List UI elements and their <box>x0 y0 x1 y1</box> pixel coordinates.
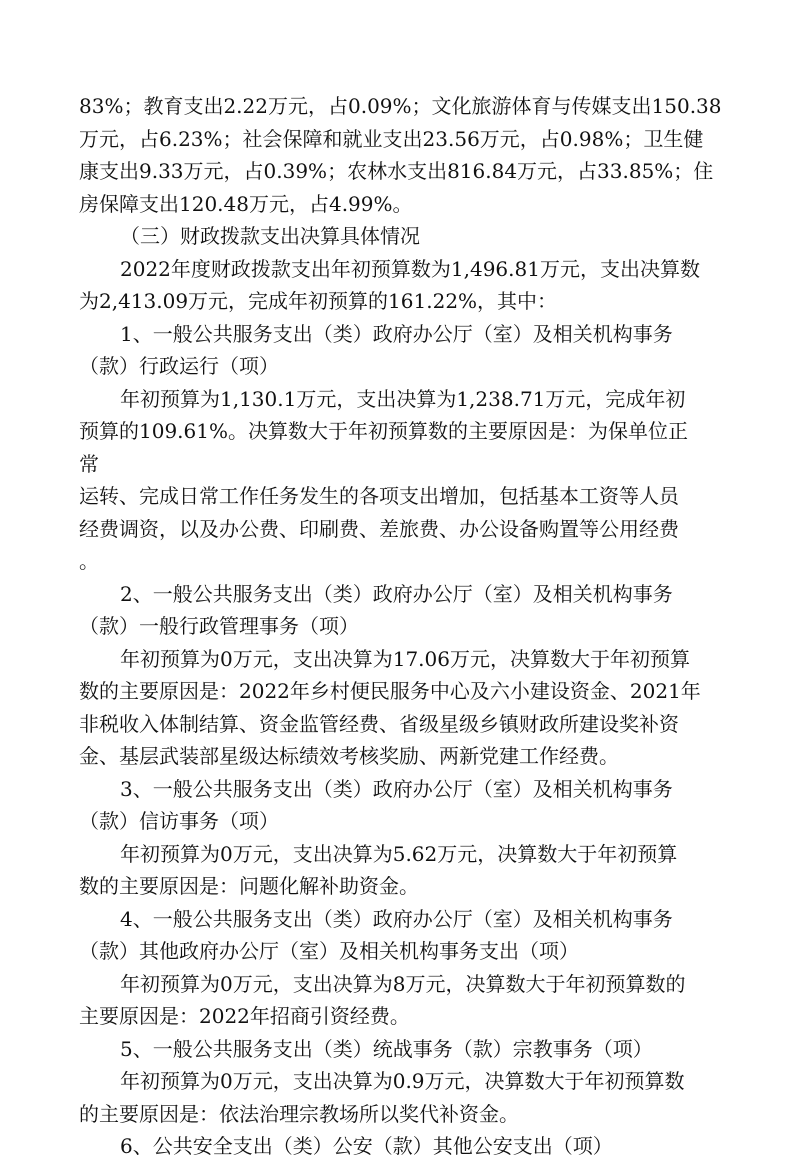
text-line: 经费调资，以及办公费、印刷费、差旅费、办公设备购置等公用经费 <box>79 516 679 541</box>
text-line: 5、一般公共服务支出（类）统战事务（款）宗教事务（项） <box>120 1036 653 1061</box>
text-line: 运转、完成日常工作任务发生的各项支出增加，包括基本工资等人员 <box>79 484 679 508</box>
text-line: 年初预算为0万元，支出决算为5.62万元，决算数大于年初预算 <box>120 841 678 866</box>
text-line: 预算的109.61%。决算数大于年初预算数的主要原因是：为保单位正 <box>79 419 688 443</box>
text-line: 6、公共安全支出（类）公安（款）其他公安支出（项） <box>120 1134 613 1158</box>
text-line: 万元，占6.23%；社会保障和就业支出23.56万元，占0.98%；卫生健 <box>79 126 704 151</box>
text-line: （三）财政拨款支出决算具体情况 <box>120 224 420 248</box>
text-line: 房保障支出120.48万元，占4.99%。 <box>79 191 413 216</box>
text-line: （款）其他政府办公厅（室）及相关机构事务支出（项） <box>79 939 579 963</box>
text-line: 年初预算为1,130.1万元，支出决算为1,238.71万元，完成年初 <box>120 386 686 411</box>
text-line: （款）信访事务（项） <box>79 809 279 833</box>
text-line: 主要原因是：2022年招商引资经费。 <box>79 1004 410 1028</box>
text-line: 2022年度财政拨款支出年初预算数为1,496.81万元，支出决算数 <box>120 256 700 281</box>
text-line: 非税收入体制结算、资金监管经费、省级星级乡镇财政所建设奖补资 <box>79 711 679 736</box>
text-line: 3、一般公共服务支出（类）政府办公厅（室）及相关机构事务 <box>120 776 673 801</box>
text-line: （款）一般行政管理事务（项） <box>79 614 359 638</box>
text-line: 常 <box>79 451 99 476</box>
text-line: 。 <box>79 549 99 573</box>
text-line: 数的主要原因是：2022年乡村便民服务中心及六小建设资金、2021年 <box>79 679 701 703</box>
text-line: 金、基层武装部星级达标绩效考核奖励、两新党建工作经费。 <box>79 744 619 768</box>
text-line: 1、一般公共服务支出（类）政府办公厅（室）及相关机构事务 <box>120 321 673 346</box>
text-line: 的主要原因是：依法治理宗教场所以奖代补资金。 <box>79 1101 519 1126</box>
text-line: 4、一般公共服务支出（类）政府办公厅（室）及相关机构事务 <box>120 906 673 931</box>
text-line: 年初预算为0万元，支出决算为8万元，决算数大于年初预算数的 <box>120 971 686 996</box>
text-line: 83%；教育支出2.22万元，占0.09%；文化旅游体育与传媒支出150.38 <box>79 94 722 118</box>
text-line: 为2,413.09万元，完成年初预算的161.22%，其中： <box>79 289 558 313</box>
text-line: （款）行政运行（项） <box>79 354 279 378</box>
text-line: 2、一般公共服务支出（类）政府办公厅（室）及相关机构事务 <box>120 581 673 606</box>
text-line: 数的主要原因是：问题化解补助资金。 <box>79 874 419 898</box>
text-line: 年初预算为0万元，支出决算为0.9万元，决算数大于年初预算数 <box>120 1069 685 1093</box>
text-line: 年初预算为0万元，支出决算为17.06万元，决算数大于年初预算 <box>120 646 690 671</box>
document-body <box>79 90 722 1163</box>
text-line: 康支出9.33万元，占0.39%；农林水支出816.84万元，占33.85%；住 <box>79 159 714 183</box>
